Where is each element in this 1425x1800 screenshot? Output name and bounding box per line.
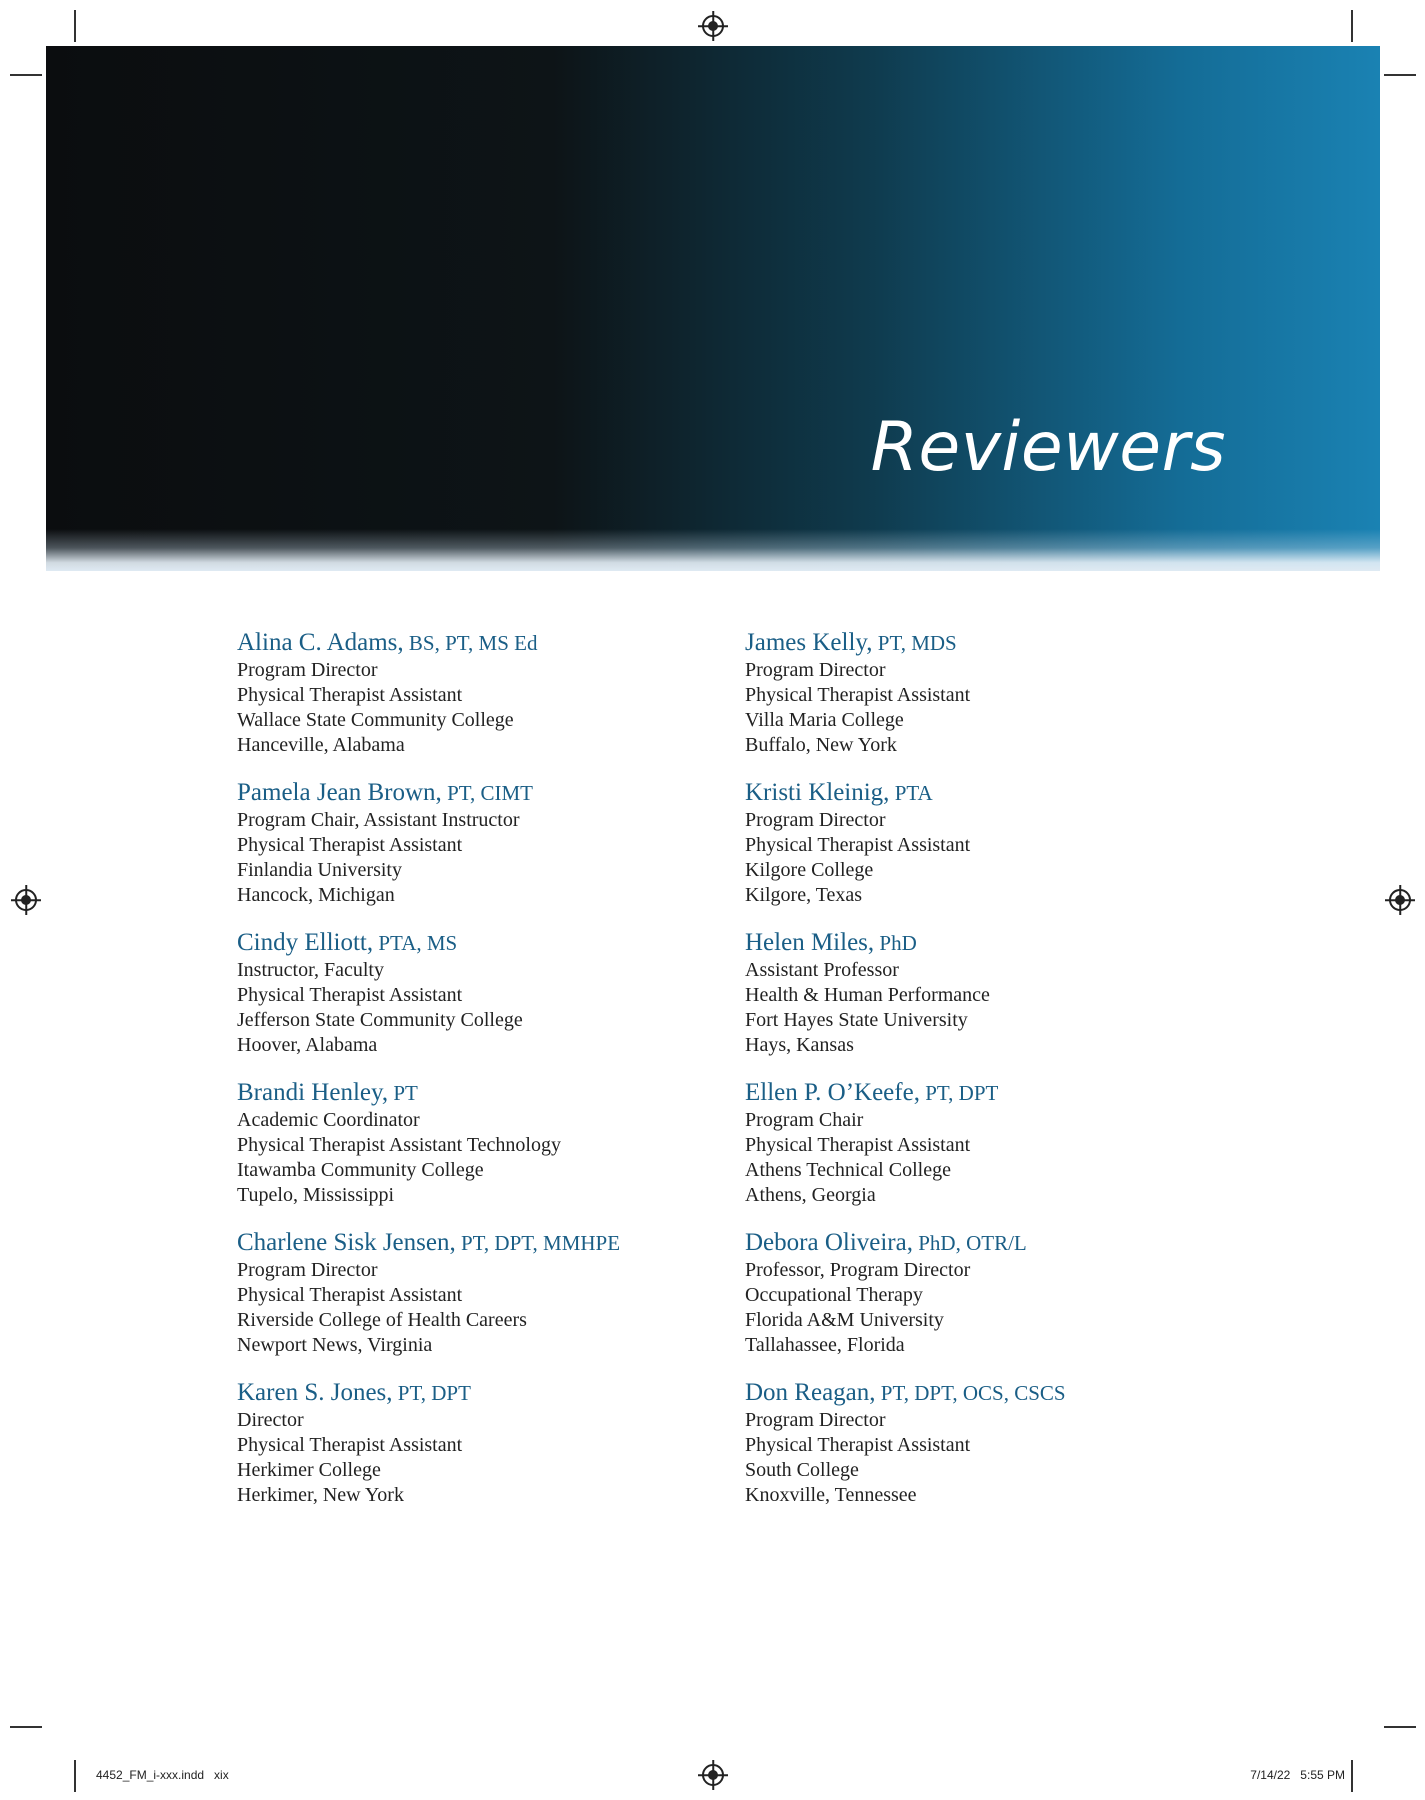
reviewer-detail-line: Buffalo, New York [745,734,897,756]
reviewer-detail-line: Fort Hayes State University [745,1009,968,1031]
reviewer-detail-line: Assistant Professor [745,959,899,981]
reviewer-detail-line: Physical Therapist Assistant [237,684,463,706]
reviewer-name [237,1378,717,1408]
registration-mark-icon [15,889,37,911]
reviewer-detail-line: Physical Therapist Assistant Technology [237,1134,561,1156]
reviewer-entry [237,1228,717,1378]
reviewer-detail-line: Riverside College of Health Careers [237,1309,527,1331]
reviewer-detail-line: Occupational Therapy [745,1284,923,1306]
reviewer-entry [237,628,717,778]
reviewer-detail-line: Kilgore, Texas [745,884,863,906]
reviewer-name [745,1378,1225,1408]
reviewer-name-text: Pamela Jean Brown, [237,779,442,806]
reviewer-detail-line: Physical Therapist Assistant [237,834,463,856]
reviewer-detail-line: Physical Therapist Assistant [237,1434,463,1456]
reviewer-detail-line: Tallahassee, Florida [745,1334,905,1356]
reviewer-name-text: Helen Miles, [745,929,875,956]
reviewer-detail-line: Villa Maria College [745,709,904,731]
reviewer-credentials: PhD [874,931,917,955]
reviewer-detail-line: Jefferson State Community College [237,1009,523,1031]
reviewer-entry [745,628,1225,778]
reviewer-detail-line: Itawamba Community College [237,1159,484,1181]
reviewer-entry [745,1078,1225,1228]
reviewer-name-text: Brandi Henley, [237,1079,389,1106]
reviewer-detail-line: Physical Therapist Assistant [745,684,971,706]
reviewer-entry [745,1378,1225,1528]
reviewer-detail-line: Physical Therapist Assistant [745,1134,971,1156]
reviewer-name-text: Don Reagan, [745,1379,876,1406]
reviewer-detail-line: Health & Human Performance [745,984,990,1006]
reviewer-name [745,1078,1225,1108]
reviewer-detail-line: Hanceville, Alabama [237,734,405,756]
reviewer-detail-line: Director [237,1409,304,1431]
reviewer-credentials: PT, DPT [919,1081,999,1105]
reviewer-detail-line: Finlandia University [237,859,402,881]
reviewer-entry [237,1078,717,1228]
reviewer-name [745,1228,1225,1258]
registration-mark-icon [702,15,724,37]
slug-file-info: 4452_FM_i-xxx.indd xix [96,1768,229,1782]
reviewer-name-text: Charlene Sisk Jensen, [237,1229,456,1256]
reviewer-detail-line: Athens Technical College [745,1159,951,1181]
reviewer-entry [745,928,1225,1078]
reviewer-entry [237,778,717,928]
crop-mark [10,1726,42,1728]
reviewer-name [237,1228,717,1258]
reviewer-detail-line: Program Director [237,1259,378,1281]
reviewers-column-right [745,628,1225,1528]
reviewer-credentials: PT, DPT [392,1381,471,1405]
crop-mark [1384,74,1416,76]
reviewer-name-text: Ellen P. O’Keefe, [745,1079,920,1106]
banner-highlight [46,529,1380,571]
reviewer-detail-line: Physical Therapist Assistant [237,1284,463,1306]
reviewer-name-text: Karen S. Jones, [237,1379,393,1406]
reviewer-name-text: Cindy Elliott, [237,929,374,956]
reviewer-name [237,778,717,808]
reviewer-name [237,928,717,958]
registration-mark-icon [702,1764,724,1786]
reviewer-detail-line: Program Chair, Assistant Instructor [237,809,520,831]
crop-mark [74,10,76,42]
reviewer-credentials: PhD, OTR/L [912,1231,1027,1255]
reviewer-entry [237,928,717,1078]
reviewer-detail-line: Hancock, Michigan [237,884,395,906]
reviewer-detail-line: Wallace State Community College [237,709,514,731]
reviewer-credentials: PTA [889,781,933,805]
page-title: Reviewers [870,408,1226,487]
reviewer-credentials: PT, MDS [872,631,957,655]
reviewer-detail-line: Hoover, Alabama [237,1034,378,1056]
reviewer-name [745,928,1225,958]
reviewer-name-text: Kristi Kleinig, [745,779,890,806]
reviewer-name-text: Debora Oliveira, [745,1229,913,1256]
reviewer-credentials: PT, DPT, OCS, CSCS [875,1381,1066,1405]
reviewer-name-text: James Kelly, [745,629,873,656]
reviewer-entry [745,1228,1225,1378]
slug-timestamp: 7/14/22 5:55 PM [1250,1768,1345,1782]
reviewer-detail-line: Athens, Georgia [745,1184,876,1206]
reviewer-detail-line: Hays, Kansas [745,1034,854,1056]
reviewer-credentials: PT, CIMT [441,781,534,805]
reviewer-detail-line: South College [745,1459,859,1481]
reviewer-detail-line: Professor, Program Director [745,1259,971,1281]
reviewer-detail-line: Academic Coordinator [237,1109,420,1131]
reviewer-detail-line: Knoxville, Tennessee [745,1484,917,1506]
reviewer-credentials: PT [388,1081,418,1105]
header-banner [46,46,1380,571]
reviewer-detail-line: Physical Therapist Assistant [237,984,463,1006]
reviewer-detail-line: Physical Therapist Assistant [745,834,971,856]
reviewer-entry [237,1378,717,1528]
registration-mark-icon [1389,889,1411,911]
reviewer-detail-line: Herkimer, New York [237,1484,404,1506]
reviewer-detail-line: Newport News, Virginia [237,1334,433,1356]
reviewer-detail-line: Tupelo, Mississippi [237,1184,395,1206]
reviewer-detail-line: Program Director [745,809,886,831]
reviewer-detail-line: Program Director [745,1409,886,1431]
reviewer-detail-line: Program Director [745,659,886,681]
crop-mark [1351,10,1353,42]
reviewer-detail-line: Kilgore College [745,859,874,881]
reviewer-name [237,1078,717,1108]
reviewer-name-text: Alina C. Adams, [237,629,404,656]
reviewer-credentials: PT, DPT, MMHPE [455,1231,621,1255]
reviewer-credentials: PTA, MS [373,931,458,955]
reviewer-name [745,628,1225,658]
reviewer-name [745,778,1225,808]
reviewer-detail-line: Program Director [237,659,378,681]
reviewer-detail-line: Herkimer College [237,1459,381,1481]
crop-mark [1384,1726,1416,1728]
crop-mark [74,1760,76,1792]
crop-mark [1351,1760,1353,1792]
reviewer-credentials: BS, PT, MS Ed [403,631,538,655]
reviewer-detail-line: Instructor, Faculty [237,959,384,981]
reviewer-name [237,628,717,658]
reviewers-column-left [237,628,717,1528]
crop-mark [10,74,42,76]
reviewer-entry [745,778,1225,928]
reviewer-detail-line: Physical Therapist Assistant [745,1434,971,1456]
reviewer-detail-line: Program Chair [745,1109,864,1131]
reviewer-detail-line: Florida A&M University [745,1309,944,1331]
